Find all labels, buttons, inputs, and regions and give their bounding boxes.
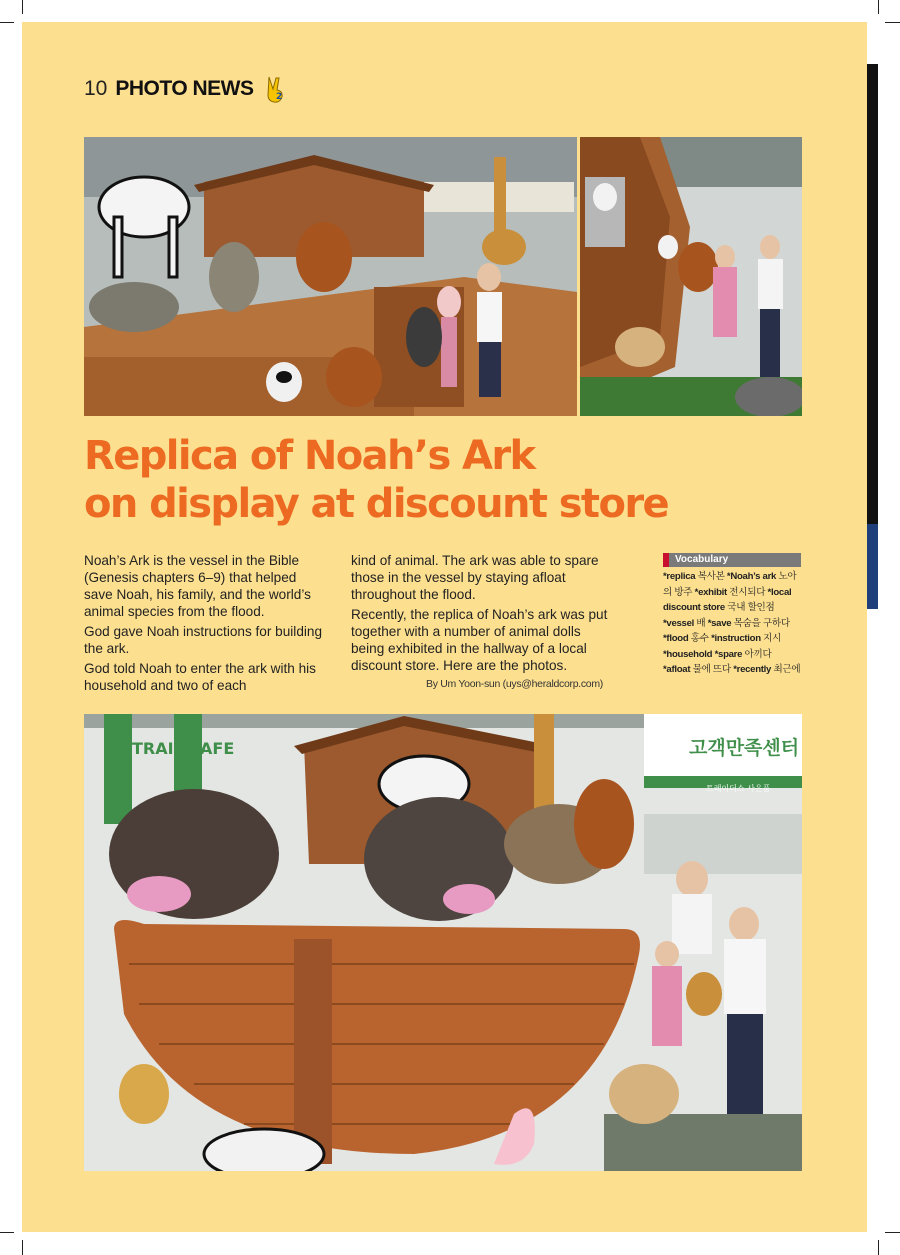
headline-line-1: Replica of Noah’s Ark bbox=[84, 433, 535, 479]
vocab-meaning: 복사본 bbox=[697, 571, 725, 582]
body-column-1 bbox=[84, 552, 324, 697]
vocab-term: *replica bbox=[663, 571, 696, 582]
vocab-meaning: 목숨을 구하다 bbox=[733, 617, 790, 629]
crop-mark bbox=[878, 0, 879, 14]
vocab-meaning: 배 bbox=[696, 617, 706, 629]
vocab-meaning: 전시되다 bbox=[729, 586, 766, 598]
vocabulary-title: Vocabulary bbox=[663, 553, 801, 567]
page-edge-tab bbox=[867, 64, 878, 609]
store-sign-korean: 고객만족센터 bbox=[689, 737, 800, 759]
vocab-term: *instruction bbox=[711, 633, 761, 644]
crop-mark bbox=[22, 1240, 23, 1255]
page-header bbox=[84, 74, 289, 104]
vocab-term: *afloat bbox=[663, 664, 691, 675]
crop-mark bbox=[22, 0, 23, 14]
crop-mark bbox=[885, 22, 900, 23]
vocab-term: *save bbox=[707, 617, 732, 629]
byline: By Um Yoon-sun (uys@heraldcorp.com) bbox=[426, 678, 603, 690]
vocab-term: *flood bbox=[663, 633, 689, 644]
vocab-term: *household bbox=[663, 648, 713, 660]
body-column-2 bbox=[351, 552, 609, 677]
paragraph: God told Noah to enter the ark with his household and two of each bbox=[84, 661, 316, 693]
vocab-term: *recently bbox=[733, 664, 772, 675]
photo-ark-bottom bbox=[84, 714, 802, 1171]
headline-line-2: on display at discount store bbox=[84, 481, 668, 527]
paragraph: God gave Noah instructions for building the ark. bbox=[84, 624, 323, 656]
vocab-term: *spare bbox=[714, 648, 743, 660]
vocabulary-box bbox=[663, 553, 801, 678]
headline bbox=[84, 432, 804, 528]
vocab-meaning: 홍수 bbox=[690, 633, 709, 644]
page-number: 10 bbox=[84, 77, 108, 100]
vocab-meaning: 최근에 bbox=[773, 664, 801, 675]
section-title: PHOTO NEWS bbox=[115, 77, 254, 100]
vocab-term: *vessel bbox=[663, 617, 694, 629]
peace-hand-icon bbox=[263, 74, 289, 104]
store-sign-korean-small: 트레이더스 사은품 bbox=[706, 784, 771, 793]
vocab-meaning: 노아의 방주 bbox=[663, 571, 797, 598]
vocab-meaning: 국내 할인점 bbox=[727, 602, 775, 613]
crop-mark bbox=[0, 22, 14, 23]
photo-ark-top-right bbox=[580, 137, 802, 416]
paragraph: Noah’s Ark is the vessel in the Bible (Genesis chapters 6–9) that helped save Noah, his family, and the world’s animal species from the flood. bbox=[84, 553, 311, 619]
vocab-meaning: 지시 bbox=[763, 633, 782, 644]
vocab-term: *Noah’s ark bbox=[726, 571, 777, 582]
photo-ark-top-left bbox=[84, 137, 577, 416]
crop-mark bbox=[0, 1232, 14, 1233]
vocab-term: *exhibit bbox=[694, 586, 727, 598]
store-sign-right: AFE bbox=[200, 739, 235, 758]
vocab-meaning: 물에 뜨다 bbox=[692, 664, 731, 675]
crop-mark bbox=[878, 1240, 879, 1255]
svg-text:2: 2 bbox=[276, 92, 283, 102]
vocab-term: *local discount store bbox=[663, 586, 792, 613]
crop-mark bbox=[885, 1232, 900, 1233]
paragraph: kind of animal. The ark was able to spare those in the vessel by staying afloat throughout the flood. bbox=[351, 553, 599, 602]
vocabulary-list bbox=[663, 569, 801, 678]
paragraph: Recently, the replica of Noah’s ark was put together with a number of animal dolls being exhibited in the hallway of a local discount store. Here are the photos. bbox=[351, 607, 608, 673]
store-sign-left: TRAI bbox=[132, 739, 174, 758]
magazine-page bbox=[22, 22, 867, 1232]
vocab-meaning: 아끼다 bbox=[744, 648, 772, 660]
